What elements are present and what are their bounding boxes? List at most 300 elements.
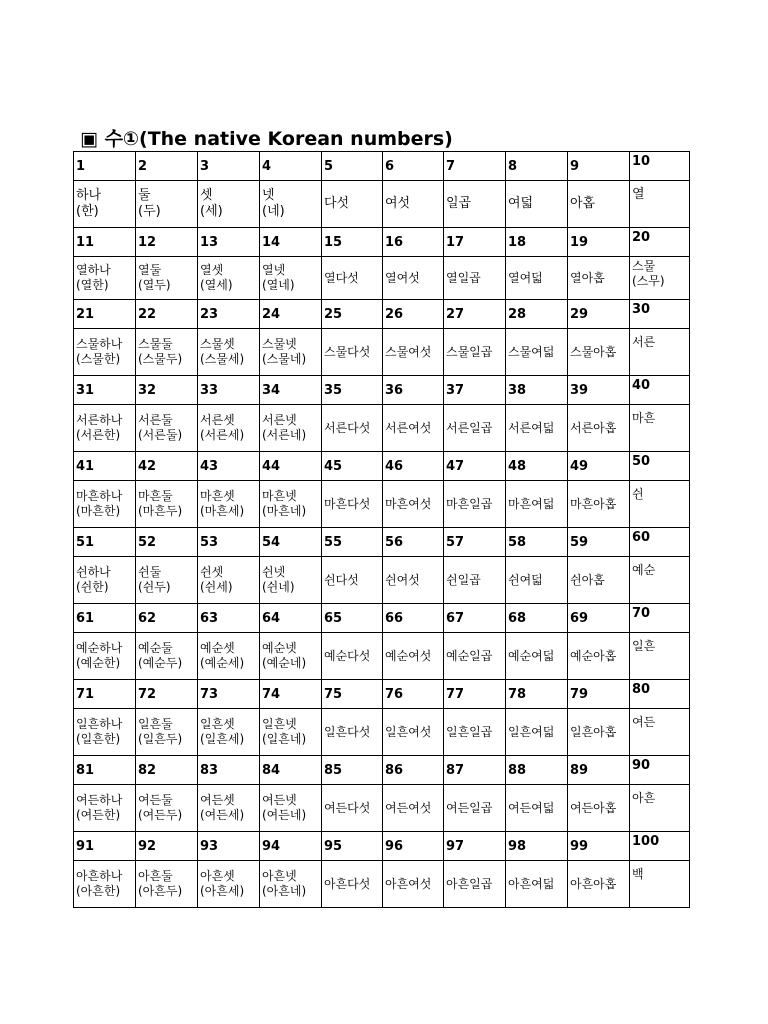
native-word: 서른넷 bbox=[262, 413, 297, 427]
number-row bbox=[74, 604, 690, 633]
word-cell bbox=[74, 709, 136, 756]
native-word: 여든여섯 bbox=[385, 800, 432, 815]
attributive-form: (마흔두) bbox=[138, 504, 183, 518]
word-cell bbox=[260, 709, 322, 756]
number-cell: 11 bbox=[74, 228, 136, 257]
attributive-form: (예순두) bbox=[138, 656, 183, 670]
word-cell bbox=[260, 557, 322, 604]
attributive-form: (스물두) bbox=[138, 352, 183, 366]
number-cell: 38 bbox=[506, 376, 568, 405]
number-cell: 47 bbox=[444, 452, 506, 481]
number-cell: 95 bbox=[322, 832, 383, 861]
word-cell bbox=[506, 633, 568, 680]
number-cell: 33 bbox=[198, 376, 260, 405]
native-word: 마흔하나 bbox=[76, 489, 123, 503]
word-cell bbox=[74, 181, 136, 228]
native-word: 스물여덟 bbox=[508, 344, 555, 359]
number-cell: 93 bbox=[198, 832, 260, 861]
number-cell: 57 bbox=[444, 528, 506, 557]
native-numbers-table bbox=[73, 151, 690, 908]
native-word: 일흔아홉 bbox=[570, 724, 617, 739]
number-cell: 73 bbox=[198, 680, 260, 709]
native-word: 아흔둘 bbox=[138, 869, 173, 883]
number-cell: 37 bbox=[444, 376, 506, 405]
native-word: 열 bbox=[632, 187, 645, 202]
word-cell bbox=[260, 329, 322, 376]
native-word: 쉰일곱 bbox=[446, 572, 481, 587]
number-cell: 13 bbox=[198, 228, 260, 257]
number-cell: 85 bbox=[322, 756, 383, 785]
number-cell: 2 bbox=[136, 152, 198, 181]
attributive-form: (아흔세) bbox=[200, 884, 245, 898]
number-cell: 56 bbox=[383, 528, 444, 557]
attributive-form: (서른한) bbox=[76, 428, 121, 442]
word-cell bbox=[506, 557, 568, 604]
attributive-form: (한) bbox=[76, 204, 99, 219]
word-cell bbox=[74, 481, 136, 528]
number-row bbox=[74, 756, 690, 785]
attributive-form: (여든한) bbox=[76, 808, 121, 822]
word-cell bbox=[136, 861, 198, 908]
word-cell bbox=[444, 861, 506, 908]
native-word: 여든넷 bbox=[262, 793, 297, 807]
number-cell: 89 bbox=[568, 756, 630, 785]
word-row bbox=[74, 257, 690, 300]
native-word: 쉰여덟 bbox=[508, 572, 543, 587]
number-cell: 15 bbox=[322, 228, 383, 257]
word-cell bbox=[136, 785, 198, 832]
word-cell bbox=[136, 709, 198, 756]
number-cell: 18 bbox=[506, 228, 568, 257]
word-cell bbox=[383, 257, 444, 300]
native-word: 스물셋 bbox=[200, 337, 235, 351]
number-cell: 12 bbox=[136, 228, 198, 257]
attributive-form: (마흔한) bbox=[76, 504, 121, 518]
word-cell bbox=[444, 633, 506, 680]
word-cell bbox=[322, 785, 383, 832]
native-word: 일곱 bbox=[446, 196, 472, 211]
word-cell bbox=[198, 633, 260, 680]
attributive-form: (일흔세) bbox=[200, 732, 245, 746]
number-cell: 16 bbox=[383, 228, 444, 257]
number-cell: 1 bbox=[74, 152, 136, 181]
attributive-form: (서른네) bbox=[262, 428, 307, 442]
native-word: 열둘 bbox=[138, 263, 162, 277]
number-cell: 62 bbox=[136, 604, 198, 633]
word-row bbox=[74, 785, 690, 832]
native-word: 서른여덟 bbox=[508, 420, 555, 435]
number-cell: 83 bbox=[198, 756, 260, 785]
number-cell: 100 bbox=[630, 832, 690, 861]
number-cell: 32 bbox=[136, 376, 198, 405]
number-cell: 91 bbox=[74, 832, 136, 861]
native-word: 서른 bbox=[632, 335, 656, 349]
native-word: 마흔여섯 bbox=[385, 496, 432, 511]
word-cell bbox=[260, 257, 322, 300]
number-cell: 78 bbox=[506, 680, 568, 709]
number-cell: 39 bbox=[568, 376, 630, 405]
number-cell: 80 bbox=[630, 680, 690, 709]
native-word: 마흔다섯 bbox=[324, 496, 371, 511]
native-word: 마흔둘 bbox=[138, 489, 173, 503]
native-word: 열넷 bbox=[262, 263, 286, 277]
number-row bbox=[74, 680, 690, 709]
number-cell: 5 bbox=[322, 152, 383, 181]
native-word: 마흔여덟 bbox=[508, 496, 555, 511]
attributive-form: (서른둘) bbox=[138, 428, 183, 442]
word-cell bbox=[444, 785, 506, 832]
word-cell bbox=[74, 785, 136, 832]
word-cell bbox=[506, 481, 568, 528]
number-cell: 55 bbox=[322, 528, 383, 557]
attributive-form: (마흔네) bbox=[262, 504, 307, 518]
number-cell: 19 bbox=[568, 228, 630, 257]
native-word: 여든다섯 bbox=[324, 800, 371, 815]
number-cell: 8 bbox=[506, 152, 568, 181]
word-row bbox=[74, 481, 690, 528]
word-cell bbox=[568, 181, 630, 228]
word-cell bbox=[383, 861, 444, 908]
word-cell bbox=[198, 861, 260, 908]
native-word: 일흔일곱 bbox=[446, 724, 493, 739]
number-cell: 54 bbox=[260, 528, 322, 557]
native-word: 마흔셋 bbox=[200, 489, 235, 503]
number-cell: 90 bbox=[630, 756, 690, 785]
number-cell: 40 bbox=[630, 376, 690, 405]
attributive-form: (여든네) bbox=[262, 808, 307, 822]
native-word: 예순하나 bbox=[76, 641, 123, 655]
native-word: 서른셋 bbox=[200, 413, 235, 427]
word-cell bbox=[568, 861, 630, 908]
attributive-form: (예순한) bbox=[76, 656, 121, 670]
word-cell bbox=[630, 405, 690, 452]
word-cell bbox=[568, 257, 630, 300]
native-word: 스물둘 bbox=[138, 337, 173, 351]
number-cell: 48 bbox=[506, 452, 568, 481]
word-cell bbox=[383, 557, 444, 604]
number-row bbox=[74, 452, 690, 481]
word-cell bbox=[136, 329, 198, 376]
number-cell: 41 bbox=[74, 452, 136, 481]
native-word: 열셋 bbox=[200, 263, 224, 277]
number-cell: 21 bbox=[74, 300, 136, 329]
attributive-form: (쉰두) bbox=[138, 580, 171, 594]
word-cell bbox=[136, 481, 198, 528]
native-word: 아흔넷 bbox=[262, 869, 297, 883]
attributive-form: (예순네) bbox=[262, 656, 307, 670]
native-word: 쉰다섯 bbox=[324, 572, 359, 587]
native-word: 아흔아홉 bbox=[570, 876, 617, 891]
attributive-form: (일흔네) bbox=[262, 732, 307, 746]
number-cell: 72 bbox=[136, 680, 198, 709]
word-cell bbox=[322, 861, 383, 908]
attributive-form: (여든두) bbox=[138, 808, 183, 822]
number-cell: 25 bbox=[322, 300, 383, 329]
word-cell bbox=[136, 405, 198, 452]
native-word: 스물아홉 bbox=[570, 344, 617, 359]
native-word: 여덟 bbox=[508, 196, 534, 211]
number-cell: 7 bbox=[444, 152, 506, 181]
native-word: 열일곱 bbox=[446, 270, 481, 285]
word-cell bbox=[198, 257, 260, 300]
page-title: ▣ 수①(The native Korean numbers) bbox=[80, 128, 453, 150]
number-cell: 49 bbox=[568, 452, 630, 481]
word-cell bbox=[506, 257, 568, 300]
attributive-form: (쉰한) bbox=[76, 580, 109, 594]
word-cell bbox=[74, 257, 136, 300]
number-cell: 58 bbox=[506, 528, 568, 557]
word-cell bbox=[568, 481, 630, 528]
native-word: 쉰하나 bbox=[76, 565, 111, 579]
word-cell bbox=[444, 709, 506, 756]
attributive-form: (아흔두) bbox=[138, 884, 183, 898]
word-cell bbox=[74, 633, 136, 680]
number-cell: 67 bbox=[444, 604, 506, 633]
number-cell: 3 bbox=[198, 152, 260, 181]
native-word: 일흔여덟 bbox=[508, 724, 555, 739]
native-word: 여든 bbox=[632, 715, 656, 729]
native-word: 일흔하나 bbox=[76, 717, 123, 731]
word-cell bbox=[198, 785, 260, 832]
native-word: 예순둘 bbox=[138, 641, 173, 655]
word-row bbox=[74, 861, 690, 908]
native-word: 예순아홉 bbox=[570, 648, 617, 663]
number-cell: 22 bbox=[136, 300, 198, 329]
word-cell bbox=[74, 329, 136, 376]
number-cell: 77 bbox=[444, 680, 506, 709]
native-word: 아흔하나 bbox=[76, 869, 123, 883]
word-cell bbox=[444, 329, 506, 376]
native-word: 일흔 bbox=[632, 639, 656, 653]
number-cell: 76 bbox=[383, 680, 444, 709]
number-row bbox=[74, 228, 690, 257]
number-cell: 14 bbox=[260, 228, 322, 257]
number-cell: 75 bbox=[322, 680, 383, 709]
number-cell: 27 bbox=[444, 300, 506, 329]
word-cell bbox=[506, 709, 568, 756]
native-word: 아흔여섯 bbox=[385, 876, 432, 891]
native-word: 예순셋 bbox=[200, 641, 235, 655]
number-row bbox=[74, 376, 690, 405]
number-cell: 84 bbox=[260, 756, 322, 785]
number-cell: 36 bbox=[383, 376, 444, 405]
word-cell bbox=[322, 481, 383, 528]
native-word: 스물여섯 bbox=[385, 344, 432, 359]
native-word: 일흔둘 bbox=[138, 717, 173, 731]
word-cell bbox=[630, 785, 690, 832]
word-cell bbox=[568, 633, 630, 680]
native-word: 쉰여섯 bbox=[385, 572, 420, 587]
number-row bbox=[74, 528, 690, 557]
word-cell bbox=[198, 405, 260, 452]
word-cell bbox=[383, 181, 444, 228]
number-cell: 35 bbox=[322, 376, 383, 405]
word-cell bbox=[444, 181, 506, 228]
word-cell bbox=[74, 557, 136, 604]
word-cell bbox=[198, 557, 260, 604]
native-word: 여든일곱 bbox=[446, 800, 493, 815]
attributive-form: (예순세) bbox=[200, 656, 245, 670]
native-word: 마흔 bbox=[632, 411, 656, 425]
word-cell bbox=[568, 557, 630, 604]
native-word: 마흔일곱 bbox=[446, 496, 493, 511]
native-word: 예순다섯 bbox=[324, 648, 371, 663]
word-cell bbox=[506, 405, 568, 452]
number-cell: 81 bbox=[74, 756, 136, 785]
native-word: 스물하나 bbox=[76, 337, 123, 351]
native-word: 서른여섯 bbox=[385, 420, 432, 435]
attributive-form: (서른세) bbox=[200, 428, 245, 442]
number-cell: 97 bbox=[444, 832, 506, 861]
word-cell bbox=[630, 181, 690, 228]
native-word: 일흔셋 bbox=[200, 717, 235, 731]
attributive-form: (열네) bbox=[262, 278, 295, 292]
number-cell: 28 bbox=[506, 300, 568, 329]
word-cell bbox=[630, 481, 690, 528]
number-cell: 61 bbox=[74, 604, 136, 633]
word-cell bbox=[136, 181, 198, 228]
word-cell bbox=[260, 181, 322, 228]
word-cell bbox=[383, 709, 444, 756]
attributive-form: (마흔세) bbox=[200, 504, 245, 518]
number-cell: 30 bbox=[630, 300, 690, 329]
number-cell: 50 bbox=[630, 452, 690, 481]
word-cell bbox=[198, 709, 260, 756]
number-cell: 96 bbox=[383, 832, 444, 861]
attributive-form: (쉰세) bbox=[200, 580, 233, 594]
word-row bbox=[74, 329, 690, 376]
number-cell: 26 bbox=[383, 300, 444, 329]
number-cell: 82 bbox=[136, 756, 198, 785]
word-cell bbox=[136, 557, 198, 604]
word-cell bbox=[383, 481, 444, 528]
number-cell: 74 bbox=[260, 680, 322, 709]
native-word: 예순일곱 bbox=[446, 648, 493, 663]
native-word: 둘 bbox=[138, 188, 151, 203]
number-row bbox=[74, 152, 690, 181]
table-body bbox=[74, 152, 690, 908]
number-cell: 23 bbox=[198, 300, 260, 329]
number-row bbox=[74, 832, 690, 861]
number-cell: 46 bbox=[383, 452, 444, 481]
word-row bbox=[74, 633, 690, 680]
native-word: 쉰 bbox=[632, 487, 644, 501]
word-cell bbox=[506, 785, 568, 832]
word-cell bbox=[506, 861, 568, 908]
word-cell bbox=[198, 181, 260, 228]
word-cell bbox=[322, 329, 383, 376]
word-cell bbox=[630, 709, 690, 756]
native-word: 아흔다섯 bbox=[324, 876, 371, 891]
number-cell: 10 bbox=[630, 152, 690, 181]
native-word: 넷 bbox=[262, 188, 275, 203]
native-word: 쉰둘 bbox=[138, 565, 162, 579]
word-row bbox=[74, 557, 690, 604]
word-cell bbox=[136, 257, 198, 300]
word-row bbox=[74, 181, 690, 228]
native-word: 스물 bbox=[632, 259, 656, 273]
native-word: 서른아홉 bbox=[570, 420, 617, 435]
number-cell: 63 bbox=[198, 604, 260, 633]
native-word: 백 bbox=[632, 867, 644, 881]
word-cell bbox=[322, 257, 383, 300]
attributive-form: (스물한) bbox=[76, 352, 121, 366]
native-word: 열여덟 bbox=[508, 270, 543, 285]
word-cell bbox=[444, 557, 506, 604]
word-cell bbox=[383, 633, 444, 680]
attributive-form: (스물네) bbox=[262, 352, 307, 366]
native-word: 쉰셋 bbox=[200, 565, 224, 579]
word-row bbox=[74, 405, 690, 452]
native-word: 아흔일곱 bbox=[446, 876, 493, 891]
native-word: 여든둘 bbox=[138, 793, 173, 807]
word-cell bbox=[74, 405, 136, 452]
native-word: 예순넷 bbox=[262, 641, 297, 655]
native-word: 일흔넷 bbox=[262, 717, 297, 731]
number-cell: 59 bbox=[568, 528, 630, 557]
number-cell: 70 bbox=[630, 604, 690, 633]
word-cell bbox=[322, 709, 383, 756]
word-cell bbox=[630, 861, 690, 908]
native-word: 셋 bbox=[200, 188, 213, 203]
native-word: 마흔아홉 bbox=[570, 496, 617, 511]
native-word: 일흔여섯 bbox=[385, 724, 432, 739]
word-cell bbox=[322, 405, 383, 452]
attributive-form: (네) bbox=[262, 204, 285, 219]
number-cell: 44 bbox=[260, 452, 322, 481]
word-cell bbox=[568, 709, 630, 756]
native-word: 여든여덟 bbox=[508, 800, 555, 815]
word-cell bbox=[260, 633, 322, 680]
native-word: 열아홉 bbox=[570, 270, 605, 285]
number-cell: 45 bbox=[322, 452, 383, 481]
word-cell bbox=[630, 257, 690, 300]
number-cell: 69 bbox=[568, 604, 630, 633]
native-word: 스물일곱 bbox=[446, 344, 493, 359]
number-cell: 60 bbox=[630, 528, 690, 557]
number-cell: 6 bbox=[383, 152, 444, 181]
native-word: 서른둘 bbox=[138, 413, 173, 427]
number-cell: 20 bbox=[630, 228, 690, 257]
word-cell bbox=[383, 785, 444, 832]
number-cell: 99 bbox=[568, 832, 630, 861]
word-cell bbox=[383, 405, 444, 452]
native-word: 예순 bbox=[632, 563, 656, 577]
number-cell: 87 bbox=[444, 756, 506, 785]
word-cell bbox=[444, 405, 506, 452]
number-cell: 52 bbox=[136, 528, 198, 557]
number-cell: 43 bbox=[198, 452, 260, 481]
word-cell bbox=[630, 329, 690, 376]
number-cell: 51 bbox=[74, 528, 136, 557]
native-word: 열다섯 bbox=[324, 270, 359, 285]
attributive-form: (아흔한) bbox=[76, 884, 121, 898]
attributive-form: (일흔한) bbox=[76, 732, 121, 746]
word-cell bbox=[260, 785, 322, 832]
number-cell: 71 bbox=[74, 680, 136, 709]
word-cell bbox=[444, 257, 506, 300]
native-word: 쉰아홉 bbox=[570, 572, 605, 587]
number-cell: 65 bbox=[322, 604, 383, 633]
native-word: 하나 bbox=[76, 188, 102, 203]
number-cell: 98 bbox=[506, 832, 568, 861]
native-word: 마흔넷 bbox=[262, 489, 297, 503]
word-cell bbox=[630, 633, 690, 680]
number-cell: 94 bbox=[260, 832, 322, 861]
number-cell: 79 bbox=[568, 680, 630, 709]
word-cell bbox=[383, 329, 444, 376]
number-cell: 42 bbox=[136, 452, 198, 481]
